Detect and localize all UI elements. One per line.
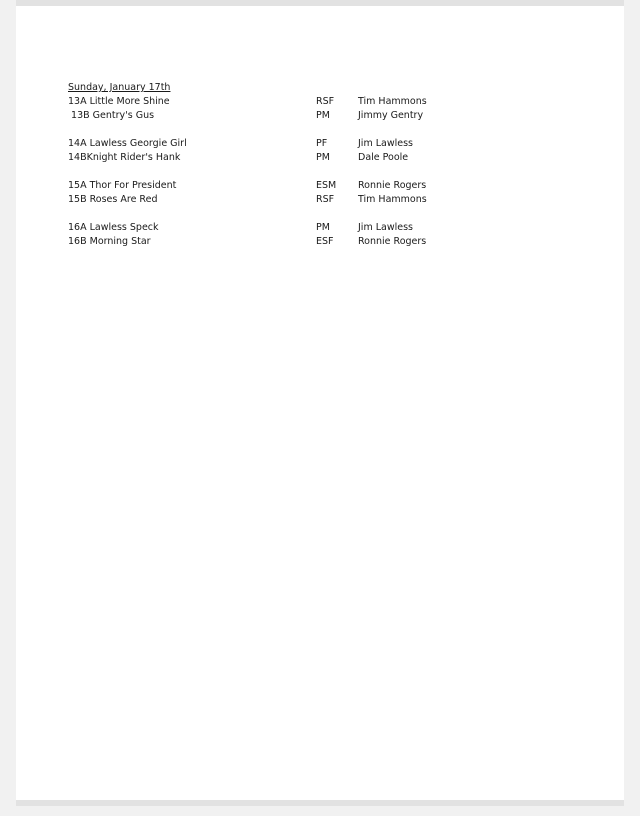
entry-name: 15B Roses Are Red <box>68 194 158 205</box>
pairing-group-16 <box>68 221 427 249</box>
entry-class-code: PF <box>316 138 328 149</box>
entry-class-code: ESM <box>316 180 337 191</box>
entry-row <box>68 221 413 235</box>
entry-class-code: PM <box>316 110 330 121</box>
entry-row <box>68 179 427 193</box>
entry-row <box>68 95 427 109</box>
entry-owner: Jim Lawless <box>358 138 413 149</box>
entry-name: 13A Little More Shine <box>68 96 170 107</box>
schedule <box>68 81 427 263</box>
entry-class-code: PM <box>316 222 330 233</box>
entry-name: 13B Gentry's Gus <box>68 110 155 121</box>
entry-row <box>68 109 424 123</box>
entry-row <box>68 193 427 207</box>
entry-class-code: PM <box>316 152 330 163</box>
entry-name: 16B Morning Star <box>68 236 151 247</box>
pairing-group-14 <box>68 137 413 165</box>
pairing-group-15 <box>68 179 427 207</box>
entry-owner: Tim Hammons <box>358 96 427 107</box>
entry-name: 15A Thor For President <box>68 180 177 191</box>
schedule-date-heading: Sunday, January 17th <box>68 82 171 93</box>
entry-owner: Tim Hammons <box>358 194 427 205</box>
entry-owner: Jim Lawless <box>358 222 413 233</box>
entry-owner: Ronnie Rogers <box>358 180 427 191</box>
document-page <box>16 6 624 800</box>
page-bottom-edge <box>16 800 624 806</box>
entry-class-code: ESF <box>316 236 334 247</box>
entry-class-code: RSF <box>316 96 335 107</box>
entry-name: 16A Lawless Speck <box>68 222 159 233</box>
entry-row <box>68 235 427 249</box>
entry-name: 14A Lawless Georgie Girl <box>68 138 187 149</box>
entry-row <box>68 137 413 151</box>
entry-owner: Jimmy Gentry <box>358 110 424 121</box>
entry-name: 14BKnight Rider's Hank <box>68 152 181 163</box>
entry-owner: Ronnie Rogers <box>358 236 427 247</box>
entry-owner: Dale Poole <box>358 152 409 163</box>
entry-row <box>68 151 409 165</box>
entry-class-code: RSF <box>316 194 335 205</box>
pairing-group-13 <box>68 95 427 123</box>
